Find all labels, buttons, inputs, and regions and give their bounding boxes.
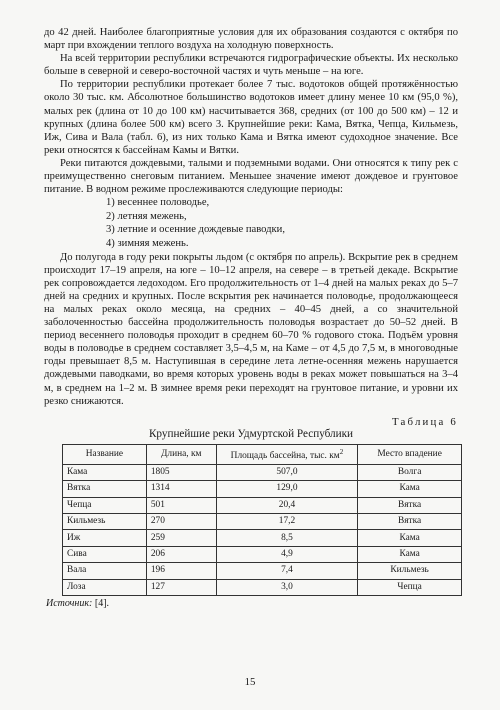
- cell-river-name: Иж: [63, 530, 147, 546]
- cell-basin-area: 507,0: [216, 464, 358, 480]
- cell-length: 1314: [146, 481, 216, 497]
- rivers-table: [62, 444, 462, 596]
- cell-basin-area: 4,9: [216, 546, 358, 562]
- table-row: [63, 546, 462, 562]
- cell-river-name: Кама: [63, 464, 147, 480]
- cell-mouth: Кильмезь: [358, 563, 462, 579]
- cell-river-name: Кильмезь: [63, 514, 147, 530]
- cell-basin-area: 17,2: [216, 514, 358, 530]
- cell-mouth: Чепца: [358, 579, 462, 595]
- header-mouth: Место впадение: [358, 444, 462, 464]
- paragraph-hydrography: На всей территории республики встречаются гидрографические объекты. Их несколько больше в северной и северо-восточной частях и чуть меньше – на юге.: [44, 53, 458, 78]
- header-length: Длина, км: [146, 444, 216, 464]
- table-row: [63, 579, 462, 595]
- cell-basin-area: 20,4: [216, 497, 358, 513]
- cell-mouth: Волга: [358, 464, 462, 480]
- table-caption: Крупнейшие реки Удмуртской Республики: [148, 427, 354, 440]
- list-item: 3) летние и осенние дождевые паводки,: [106, 224, 286, 236]
- table-body: [63, 464, 462, 595]
- table-row: [63, 481, 462, 497]
- cell-mouth: Кама: [358, 546, 462, 562]
- cell-river-name: Чепца: [63, 497, 147, 513]
- paragraph-fog-conditions: до 42 дней. Наиболее благоприятные условия для их образования создаются с октября по март при вхождении теплого воздуха на холодную поверхность.: [44, 27, 458, 52]
- list-item: 2) летняя межень,: [106, 210, 187, 222]
- cell-basin-area: 8,5: [216, 530, 358, 546]
- cell-mouth: Вятка: [358, 514, 462, 530]
- cell-mouth: Кама: [358, 530, 462, 546]
- cell-length: 259: [146, 530, 216, 546]
- cell-river-name: Сива: [63, 546, 147, 562]
- header-name: Название: [63, 444, 147, 464]
- table-header-row: [63, 444, 462, 464]
- cell-mouth: Вятка: [358, 497, 462, 513]
- header-area: Площадь бассейна, тыс. $км^2$: [216, 444, 358, 464]
- table-row: [63, 464, 462, 480]
- cell-basin-area: 7,4: [216, 563, 358, 579]
- table-source: Источник: [4].: [46, 597, 110, 609]
- cell-length: 1805: [146, 464, 216, 480]
- cell-basin-area: 3,0: [216, 579, 358, 595]
- paragraph-ice-regime: До полугода в году реки покрыты льдом (с октября по апрель). Вскрытие рек в среднем происходит 17–19 апреля, на юге – 10–12 апреля, на севере – в третьей декаде. Вскрытие рек сопровождается ледоходом. Его продолжительность от 1–4 дней на малых реках до 5–7 дней на средних и крупных. После вскрытия рек начинается половодье, продолжающееся на малых реках около месяца, на средних – 40–45 дней, а со значительной заболоченностью бассейна продолжительность половодья возрастает до 50–52 дней. В период весеннего половодья проходит в среднем 60–70 % годового стока. Подъём уровня воды в половодье в среднем составляет 3,5–4,5 м, на Каме – от 4,5 до 7,5 м, в многоводные годы превышает 8,5 м. Наступившая в середине лета летне-осенняя межень нарушается дождевыми паводками, во время которых уровень воды в реках может повышаться на 3–4 м, в среднем на 1–2 м. В зимнее время реки переходят на грунтовое питание, и уровни их резко снижаются.: [44, 251, 458, 407]
- cell-basin-area: 129,0: [216, 481, 358, 497]
- water-regime-periods: [44, 196, 458, 250]
- cell-river-name: Вятка: [63, 481, 147, 497]
- table-row: [63, 497, 462, 513]
- cell-river-name: Лоза: [63, 579, 147, 595]
- cell-mouth: Кама: [358, 481, 462, 497]
- list-item: 4) зимняя межень.: [106, 238, 189, 249]
- cell-length: 127: [146, 579, 216, 595]
- list-item: 1) весеннее половодье,: [106, 197, 210, 209]
- paragraph-river-feeding: Реки питаются дождевыми, талыми и подземными водами. Они относятся к типу рек с преимущественно снеговым питанием. Меньшее значение имеют дождевое и грунтовое питание. В водном режиме прослеживаются следующие периоды:: [44, 157, 458, 196]
- page-number: 15: [244, 676, 256, 688]
- cell-length: 196: [146, 563, 216, 579]
- cell-river-name: Вала: [63, 563, 147, 579]
- paragraph-watercourses: По территории республики протекает более 7 тыс. водотоков общей протяжённостью около 30 тыс. км. Абсолютное большинство водотоков имеет длину менее 10 км (95,0 %), малых рек (длина от 10 до 100 км) насчитывается 368, средних (от 100 до 500 км) – 12 и крупных (длина более 500 км) всего 3. Крупнейшие реки: Кама, Вятка, Чепца, Кильмезь, Иж, Сива и Вала (табл. 6), из них только Кама и Вятка имеют судоходное значение. Все реки относятся к бассейнам Камы и Вятки.: [44, 79, 458, 156]
- cell-length: 206: [146, 546, 216, 562]
- table-row: [63, 514, 462, 530]
- table-row: [63, 563, 462, 579]
- table-number: Таблица 6: [392, 415, 458, 428]
- cell-length: 270: [146, 514, 216, 530]
- table-row: [63, 530, 462, 546]
- cell-length: 501: [146, 497, 216, 513]
